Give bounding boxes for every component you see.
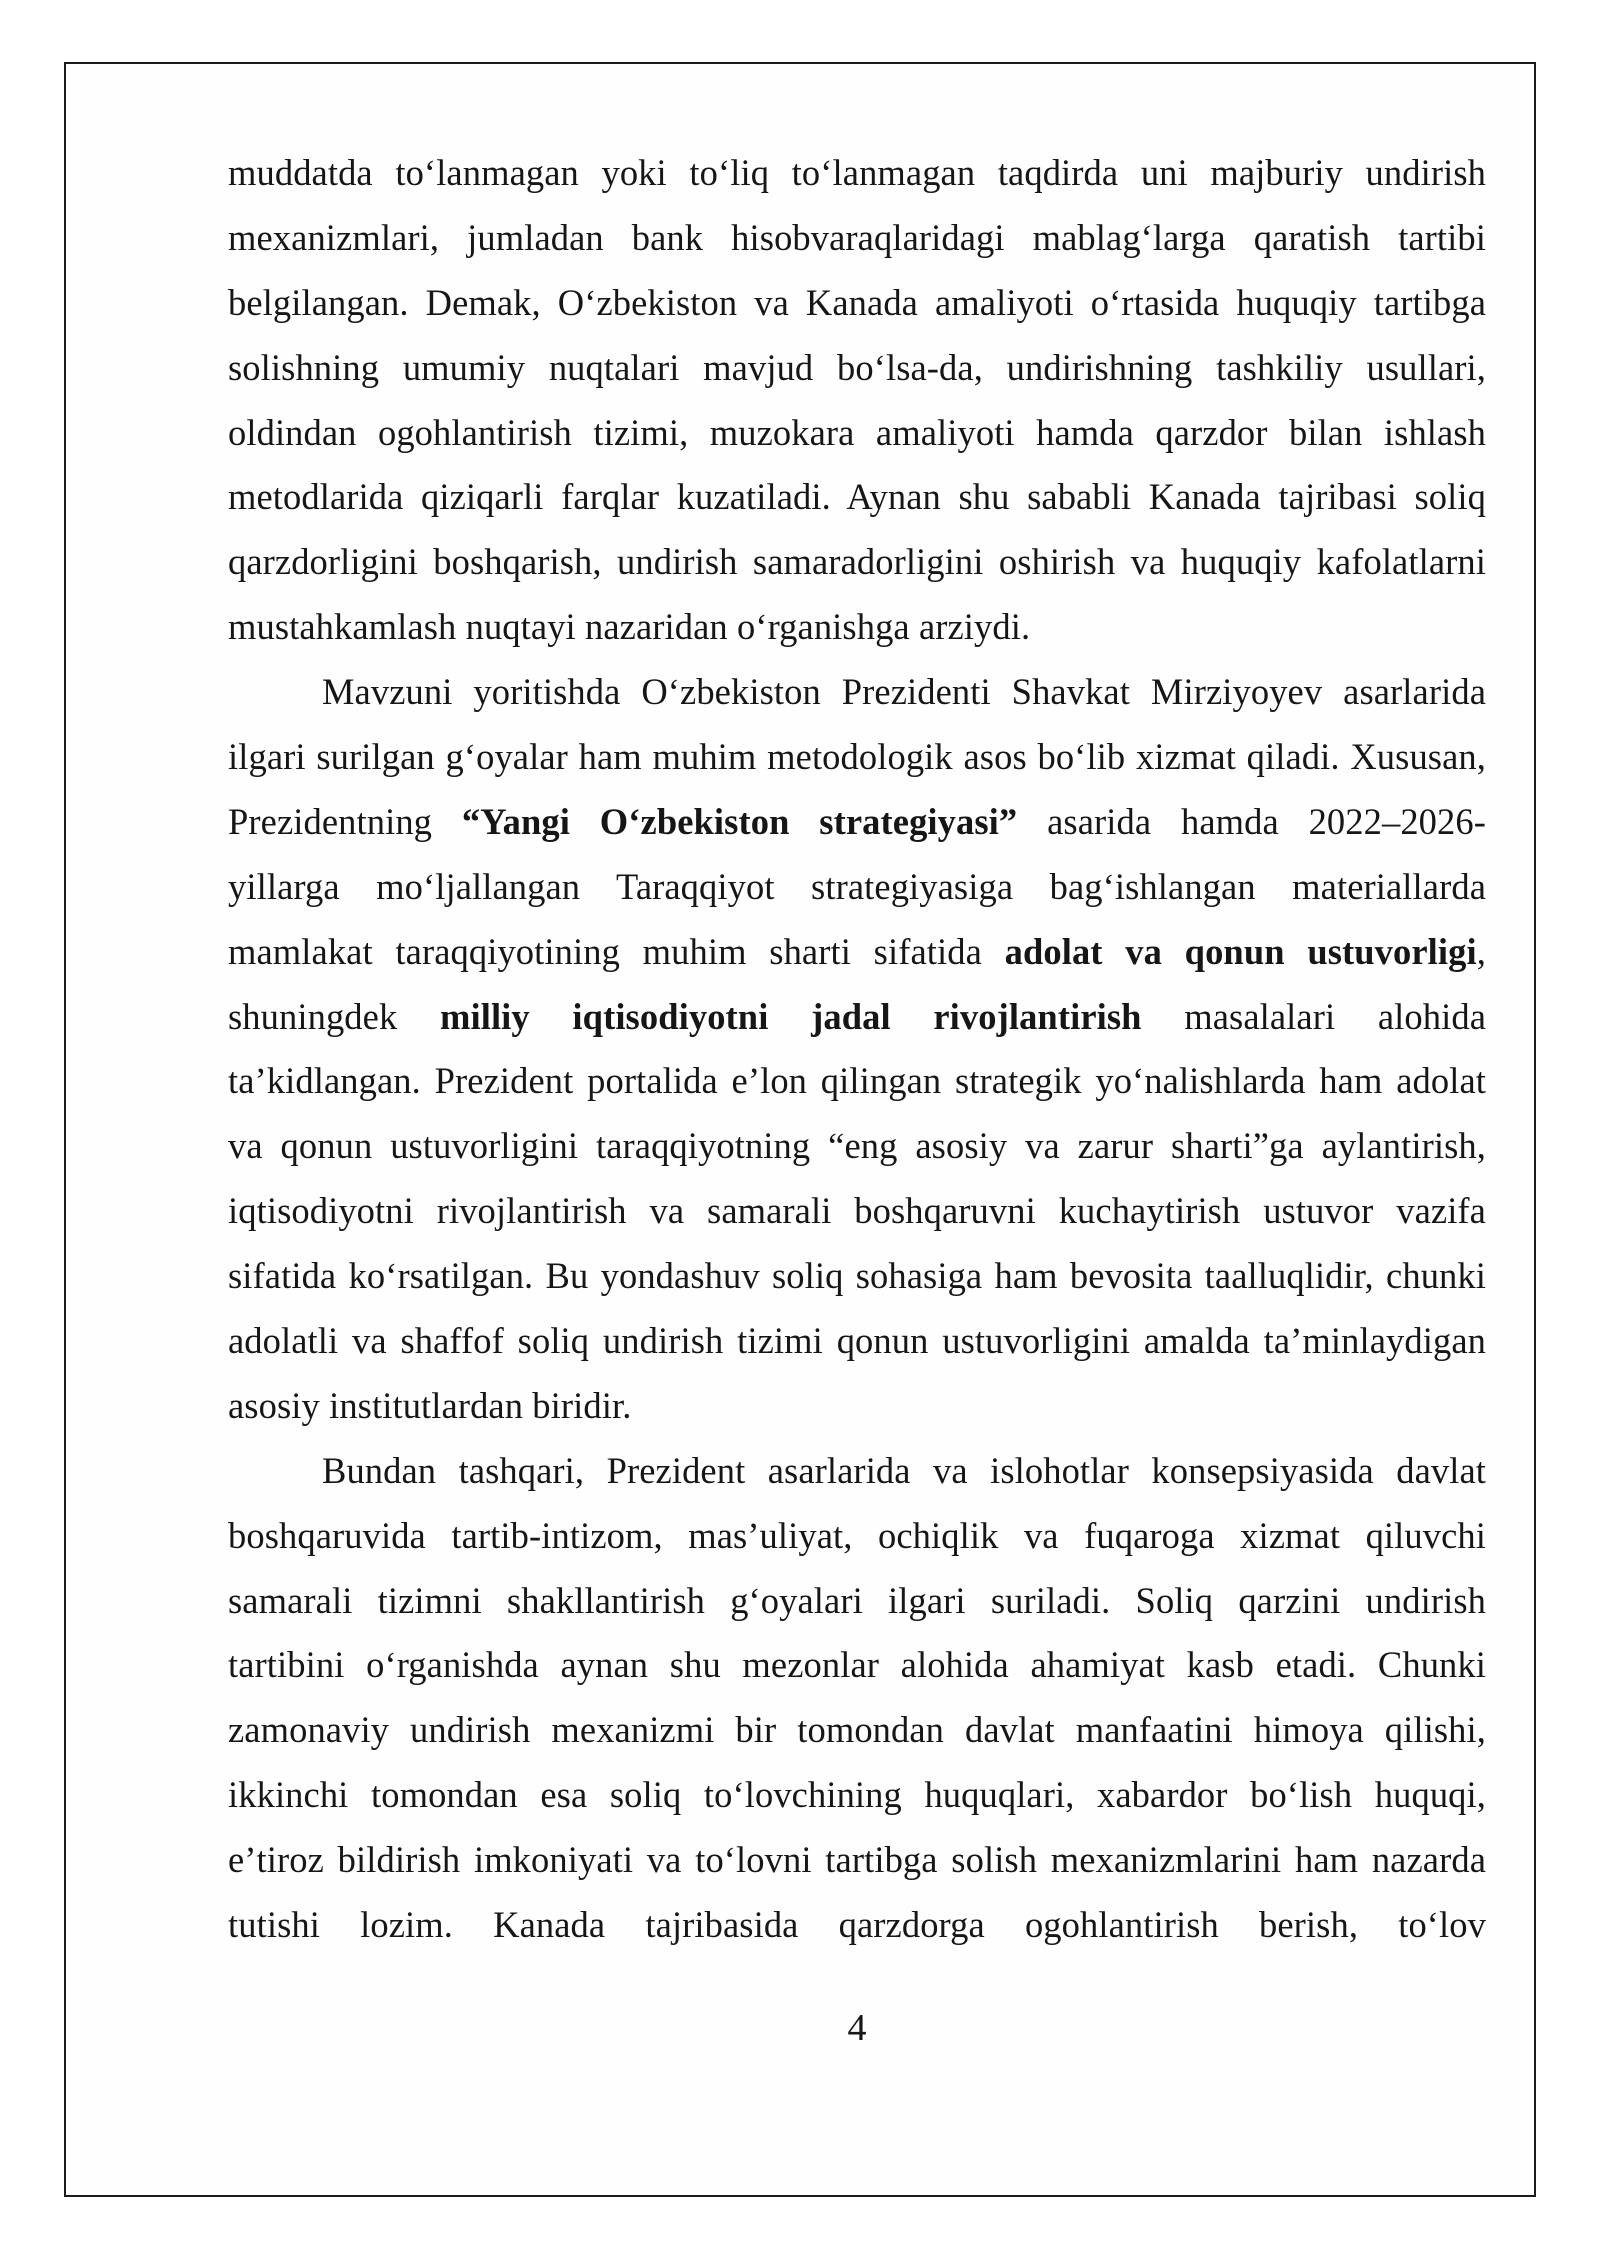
text-segment: muddatda toʻlanmagan yoki toʻliq toʻlanmagan taqdirda uni majburiy undirish (228, 152, 1486, 193)
text-line (228, 401, 1486, 466)
text-line (228, 1439, 1486, 1504)
text-line (228, 660, 1486, 725)
text-segment: oldindan ogohlantirish tizimi, muzokara amaliyoti hamda qarzdor bilan ishlash (228, 411, 1486, 453)
text-line (228, 1179, 1486, 1244)
text-segment: mustahkamlash nuqtayi nazaridan oʻrganishga arziydi. (228, 606, 1031, 648)
text-line (228, 206, 1486, 271)
text-line (228, 336, 1486, 401)
page-number: 4 (847, 2007, 867, 2049)
text-line (228, 1049, 1486, 1114)
text-segment: mexanizmlari, jumladan bank hisobvaraqlaridagi mablagʻlarga qaratish tartibi (228, 216, 1486, 258)
bold-text-segment: “Yangi Oʻzbekiston strategiyasi” (461, 800, 1018, 842)
text-segment: tartibini oʻrganishda aynan shu mezonlar alohida ahamiyat kasb etadi. Chunki (228, 1644, 1486, 1686)
text-line (228, 1244, 1486, 1309)
text-segment: ilgari surilgan gʻoyalar ham muhim metodologik asos boʻlib xizmat qiladi. Xususan, (228, 736, 1486, 778)
text-line (228, 271, 1486, 336)
text-segment: Prezidentning (228, 800, 462, 842)
text-line (228, 595, 1486, 660)
text-segment: adolatli va shaffof soliq undirish tizimi qonun ustuvorligini amalda taʼminlaydigan (228, 1320, 1486, 1362)
bold-text-segment: adolat va qonun ustuvorligi (1004, 930, 1477, 972)
text-segment: taʼkidlangan. Prezident portalida eʼlon qilingan strategik yoʻnalishlarda ham adolat (228, 1060, 1486, 1102)
text-segment: iqtisodiyotni rivojlantirish va samarali boshqaruvni kuchaytirish ustuvor vazifa (228, 1190, 1486, 1232)
text-segment: qarzdorligini boshqarish, undirish samaradorligini oshirish va huquqiy kafolatlarni (228, 541, 1486, 583)
text-segment: mamlakat taraqqiyotining muhim sharti sifatida (228, 930, 1005, 972)
text-segment: , (1476, 930, 1486, 972)
text-segment: asarida hamda 2022–2026- (1017, 800, 1486, 842)
text-line (228, 1633, 1486, 1698)
text-line (228, 855, 1486, 920)
text-line (228, 1569, 1486, 1634)
text-segment: solishning umumiy nuqtalari mavjud boʻlsa-da, undirishning tashkiliy usullari, (228, 346, 1486, 388)
text-line (228, 1828, 1486, 1893)
text-segment: yillarga moʻljallangan Taraqqiyot strategiyasiga bagʻishlangan materiallarda (228, 865, 1486, 907)
text-line (228, 790, 1486, 855)
text-line (228, 985, 1486, 1050)
text-segment: Mavzuni yoritishda Oʻzbekiston Prezidenti Shavkat Mirziyoyev asarlarida (322, 671, 1486, 713)
text-line (228, 1893, 1486, 1958)
text-segment: samarali tizimni shakllantirish gʻoyalari ilgari suriladi. Soliq qarzini undirish (228, 1579, 1486, 1621)
text-segment: masalalari alohida (1141, 995, 1486, 1037)
text-segment: asosiy institutlardan biridir. (228, 1384, 632, 1426)
paragraph (228, 1439, 1486, 1958)
text-line (228, 141, 1486, 206)
text-segment: boshqaruvida tartib-intizom, masʼuliyat, ochiqlik va fuqaroga xizmat qiluvchi (228, 1514, 1486, 1556)
text-segment: ikkinchi tomondan esa soliq toʻlovchining huquqlari, xabardor boʻlish huquqi, (228, 1774, 1486, 1816)
text-segment: belgilangan. Demak, Oʻzbekiston va Kanada amaliyoti oʻrtasida huquqiy tartibga (228, 281, 1486, 323)
text-line (228, 725, 1486, 790)
text-segment: tutishi lozim. Kanada tajribasida qarzdorga ogohlantirish berish, toʻlov (228, 1904, 1486, 1946)
text-line (228, 465, 1486, 530)
text-line (228, 530, 1486, 595)
text-segment: va qonun ustuvorligini taraqqiyotning “eng asosiy va zarur sharti”ga aylantirish, (228, 1125, 1486, 1167)
text-line (228, 1114, 1486, 1179)
text-line (228, 1763, 1486, 1828)
text-line (228, 1309, 1486, 1374)
paragraph (228, 141, 1486, 660)
text-segment: sifatida koʻrsatilgan. Bu yondashuv soliq sohasiga ham bevosita taalluqlidir, chunki (228, 1255, 1486, 1297)
paragraph (228, 660, 1486, 1439)
text-line (228, 1504, 1486, 1569)
text-segment: shuningdek (228, 995, 440, 1037)
text-segment: zamonaviy undirish mexanizmi bir tomondan davlat manfaatini himoya qilishi, (228, 1709, 1486, 1751)
text-segment: eʼtiroz bildirish imkoniyati va toʻlovni tartibga solish mexanizmlarini ham nazarda (228, 1839, 1486, 1881)
text-line (228, 1698, 1486, 1763)
text-line (228, 1374, 1486, 1439)
text-block (228, 141, 1486, 1958)
bold-text-segment: milliy iqtisodiyotni jadal rivojlantirish (439, 995, 1142, 1037)
text-segment: Bundan tashqari, Prezident asarlarida va islohotlar konsepsiyasida davlat (322, 1449, 1486, 1491)
text-segment: metodlarida qiziqarli farqlar kuzatiladi. Aynan shu sababli Kanada tajribasi soliq (228, 476, 1486, 518)
text-line (228, 920, 1486, 985)
